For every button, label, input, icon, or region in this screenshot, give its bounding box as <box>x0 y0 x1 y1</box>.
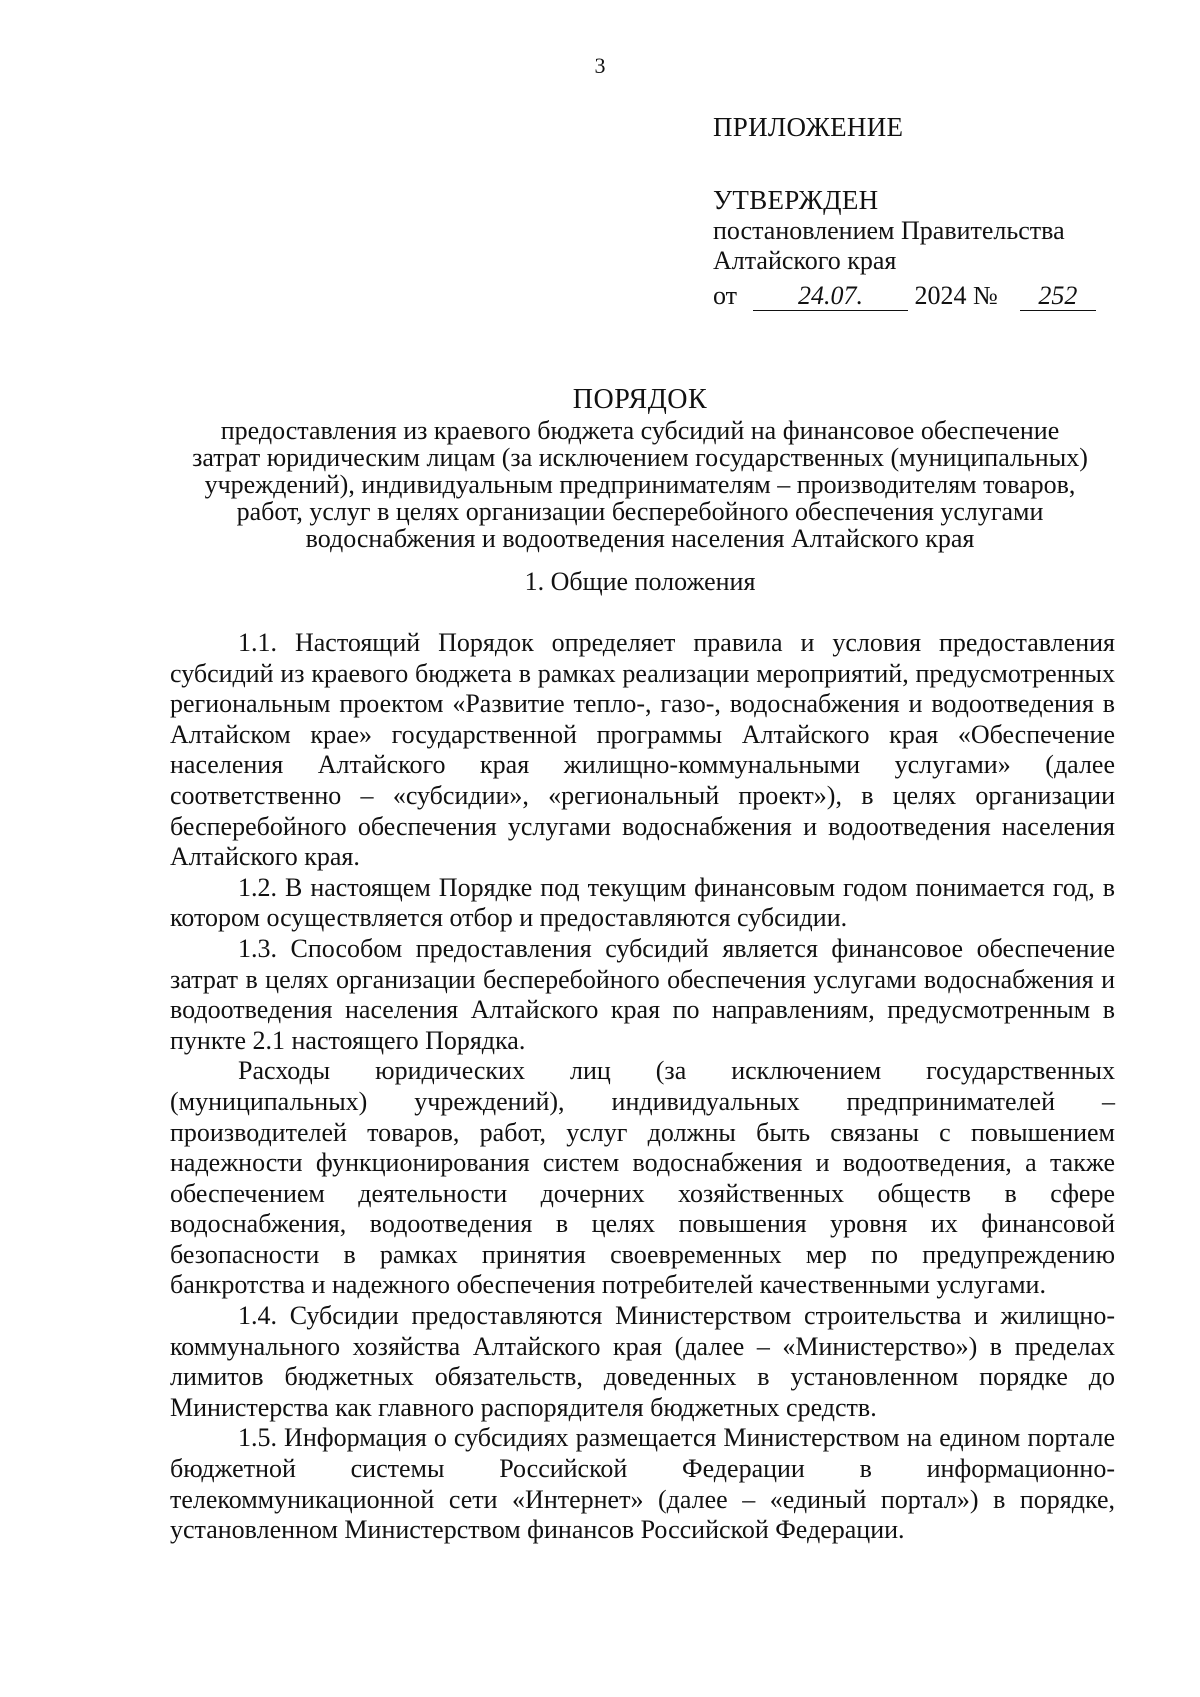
date-value: 24.07. <box>753 282 908 311</box>
subtitle-line: водоснабжения и водоотведения населения Алтайского края <box>305 524 975 553</box>
paragraph-1-5: 1.5. Информация о субсидиях размещается Министерством на едином портале бюджетной системы Российской Федерации в информационно-телекоммуникационной сети «Интернет» (далее – «единый портал») в порядке, установленном Министерством финансов Российской Федерации. <box>170 1423 1115 1545</box>
approved-label: УТВЕРЖДЕН <box>713 185 879 215</box>
paragraph-1-4: 1.4. Субсидии предоставляются Министерством строительства и жилищно-коммунального хозяйства Алтайского края (далее – «Министерство») в пределах лимитов бюджетных обязательств, доведенных в установленном порядке до Министерства как главного распорядителя бюджетных средств. <box>170 1301 1115 1422</box>
year-and-number-sign: 2024 № <box>914 281 998 310</box>
approval-line-region: Алтайского края <box>713 246 897 275</box>
document-subtitle <box>150 417 1130 552</box>
subtitle-line: работ, услуг в целях организации бесперебойного обеспечения услугами <box>236 497 1044 526</box>
section-title: 1. Общие положения <box>524 567 756 596</box>
document-heading: ПОРЯДОК <box>572 384 708 415</box>
paragraph-1-3: 1.3. Способом предоставления субсидий является финансовое обеспечение затрат в целях организации бесперебойного обеспечения услугами водоснабжения и водоотведения населения Алтайского края по направлениям, предусмотренным в пункте 2.1 настоящего Порядка. <box>170 933 1115 1055</box>
paragraph-1-2: 1.2. В настоящем Порядке под текущим финансовым годом понимается год, в котором осуществляется отбор и предоставляются субсидии. <box>170 872 1115 933</box>
approval-block <box>713 110 1133 312</box>
subtitle-line: учреждений), индивидуальным предпринимателям – производителям товаров, <box>204 470 1076 499</box>
approval-line-resolution: постановлением Правительства <box>713 216 1065 245</box>
document-title-block <box>150 383 1130 552</box>
subtitle-line: затрат юридическим лицам (за исключением государственных (муниципальных) <box>192 443 1088 472</box>
paragraph-expenses: Расходы юридических лиц (за исключением государственных (муниципальных) учреждений), индивидуальных предпринимателей – производителей товаров, работ, услуг должны быть связаны с повышением надежности функционирования систем водоснабжения и водоотведения, а также обеспечением деятельности дочерних хозяйственных обществ в сфере водоснабжения, водоотведения в целях повышения уровня их финансовой безопасности в рамках принятия своевременных мер по предупреждению банкротства и надежного обеспечения потребителей качественными услугами. <box>170 1056 1115 1300</box>
paragraph-1-1: 1.1. Настоящий Порядок определяет правила и условия предоставления субсидий из краевого бюджета в рамках реализации мероприятий, предусмотренных региональным проектом «Развитие тепло-, газо-, водоснабжения и водоотведения в Алтайском крае» государственной программы Алтайского края «Обеспечение населения Алтайского края жилищно-коммунальными услугами» (далее соответственно – «субсидии», «региональный проект»), в целях организации бесперебойного обеспечения услугами водоснабжения и водоотведения населения Алтайского края. <box>170 628 1115 872</box>
document-body <box>170 628 1115 1546</box>
resolution-number: 252 <box>1020 282 1096 311</box>
subtitle-line: предоставления из краевого бюджета субсидий на финансовое обеспечение <box>220 416 1060 445</box>
page-number: 3 <box>594 53 606 78</box>
appendix-label: ПРИЛОЖЕНИЕ <box>713 112 904 142</box>
approval-date-row <box>713 280 1133 312</box>
date-prefix: от <box>713 281 738 310</box>
